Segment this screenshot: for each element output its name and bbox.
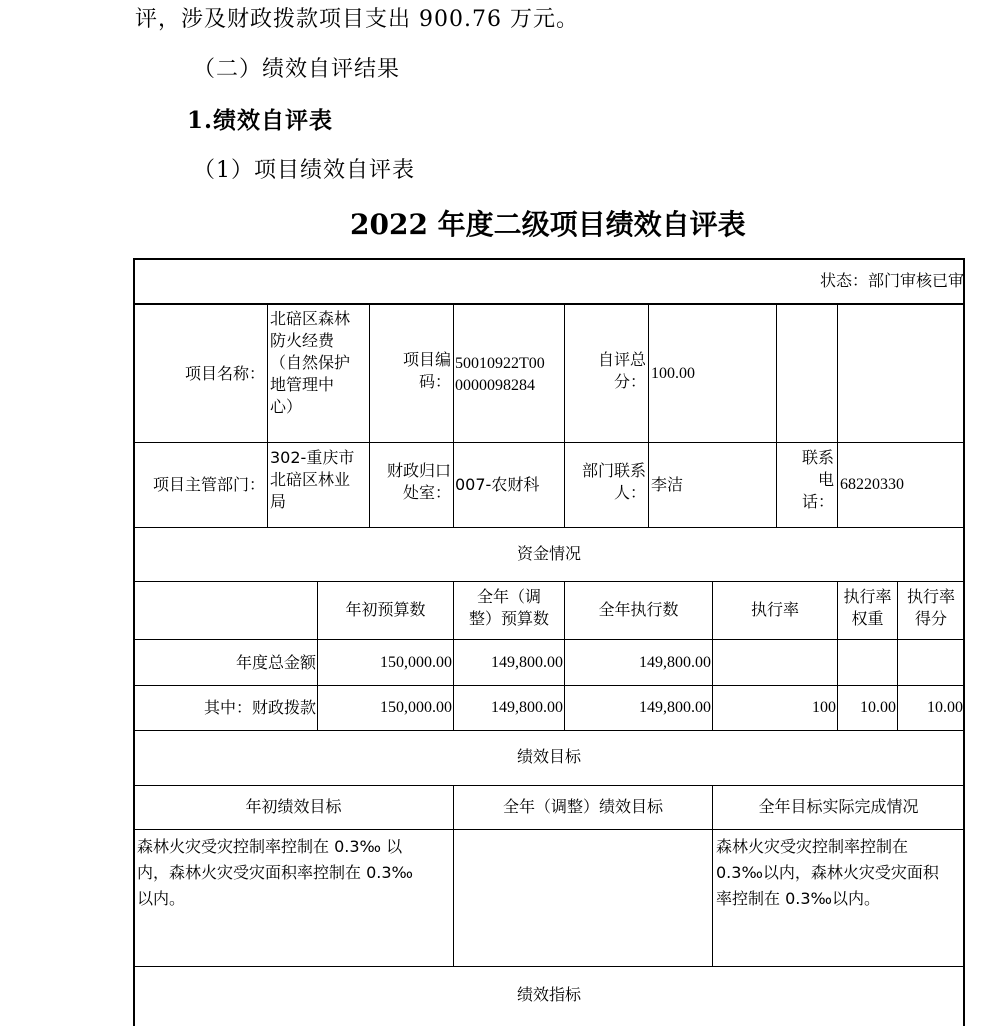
cell-initial: 150,000.00 (380, 654, 452, 671)
finance-office-value: 007-农财科 (455, 475, 540, 494)
phone-value: 68220330 (840, 476, 904, 493)
status-line: 状态：部门审核已审 (819, 271, 964, 290)
header-exec-rate: 执行率 (750, 600, 799, 619)
actual-completion-text: 森林火灾受灾控制率控制在 0.3‰以内，森林火灾受灾面积 率控制在 0.3‰以内。 (716, 837, 939, 908)
header-adjusted-budget: 全年（调 整）预算数 (468, 587, 549, 628)
header-rate-score: 执行率 得分 (906, 587, 955, 628)
heading-results: （二）绩效自评结果 (193, 57, 401, 82)
cell-adjusted: 149,800.00 (491, 654, 563, 671)
table-title: 2022 年度二级项目绩效自评表 (350, 208, 746, 241)
project-name-label: 项目名称： (184, 364, 265, 383)
heading-table1: 1.绩效自评表 (187, 107, 334, 134)
contact-label: 部门联系 人： (581, 461, 646, 502)
intro-line: 评，涉及财政拨款项目支出 900.76 万元。 (135, 7, 579, 32)
header-rate-weight: 执行率 权重 (843, 587, 892, 628)
project-code-label: 项目编 码： (402, 350, 451, 391)
heading-table1-1: （1）项目绩效自评表 (193, 158, 415, 183)
dept-label: 项目主管部门： (152, 475, 265, 494)
cell-adjusted: 149,800.00 (491, 699, 563, 716)
goals-section-title: 绩效目标 (516, 747, 581, 766)
initial-goal-text: 森林火灾受灾控制率控制在 0.3‰ 以 内，森林火灾受灾面积率控制在 0.3‰ 以内。 (137, 837, 414, 908)
header-adjusted-goals: 全年（调整）绩效目标 (502, 797, 663, 816)
header-executed: 全年执行数 (598, 600, 679, 619)
row-label: 年度总金额 (235, 653, 316, 672)
header-actual-completion: 全年目标实际完成情况 (758, 797, 919, 816)
cell-initial: 150,000.00 (380, 699, 452, 716)
cell-executed: 149,800.00 (639, 654, 711, 671)
cell-score: 10.00 (927, 699, 963, 716)
cell-rate: 100 (812, 699, 836, 716)
self-score-label: 自评总 分： (597, 350, 646, 391)
funds-section-title: 资金情况 (516, 544, 581, 563)
project-name-value: 北碚区森林 防火经费 （自然保护 地管理中 心） (270, 309, 351, 416)
dept-value: 302-重庆市 北碚区林业 局 (270, 448, 355, 511)
self-score-value: 100.00 (651, 365, 695, 382)
indicators-section-title: 绩效指标 (516, 985, 581, 1004)
contact-value: 李洁 (651, 475, 684, 494)
header-initial-budget: 年初预算数 (345, 600, 426, 619)
row-label: 其中：财政拨款 (203, 698, 316, 717)
cell-executed: 149,800.00 (639, 699, 711, 716)
project-code-value: 50010922T00 0000098284 (455, 355, 545, 394)
finance-office-label: 财政归口 处室： (386, 461, 451, 502)
phone-label: 联系 电 话： (801, 448, 834, 511)
cell-weight: 10.00 (860, 699, 896, 716)
header-initial-goals: 年初绩效目标 (245, 797, 342, 816)
